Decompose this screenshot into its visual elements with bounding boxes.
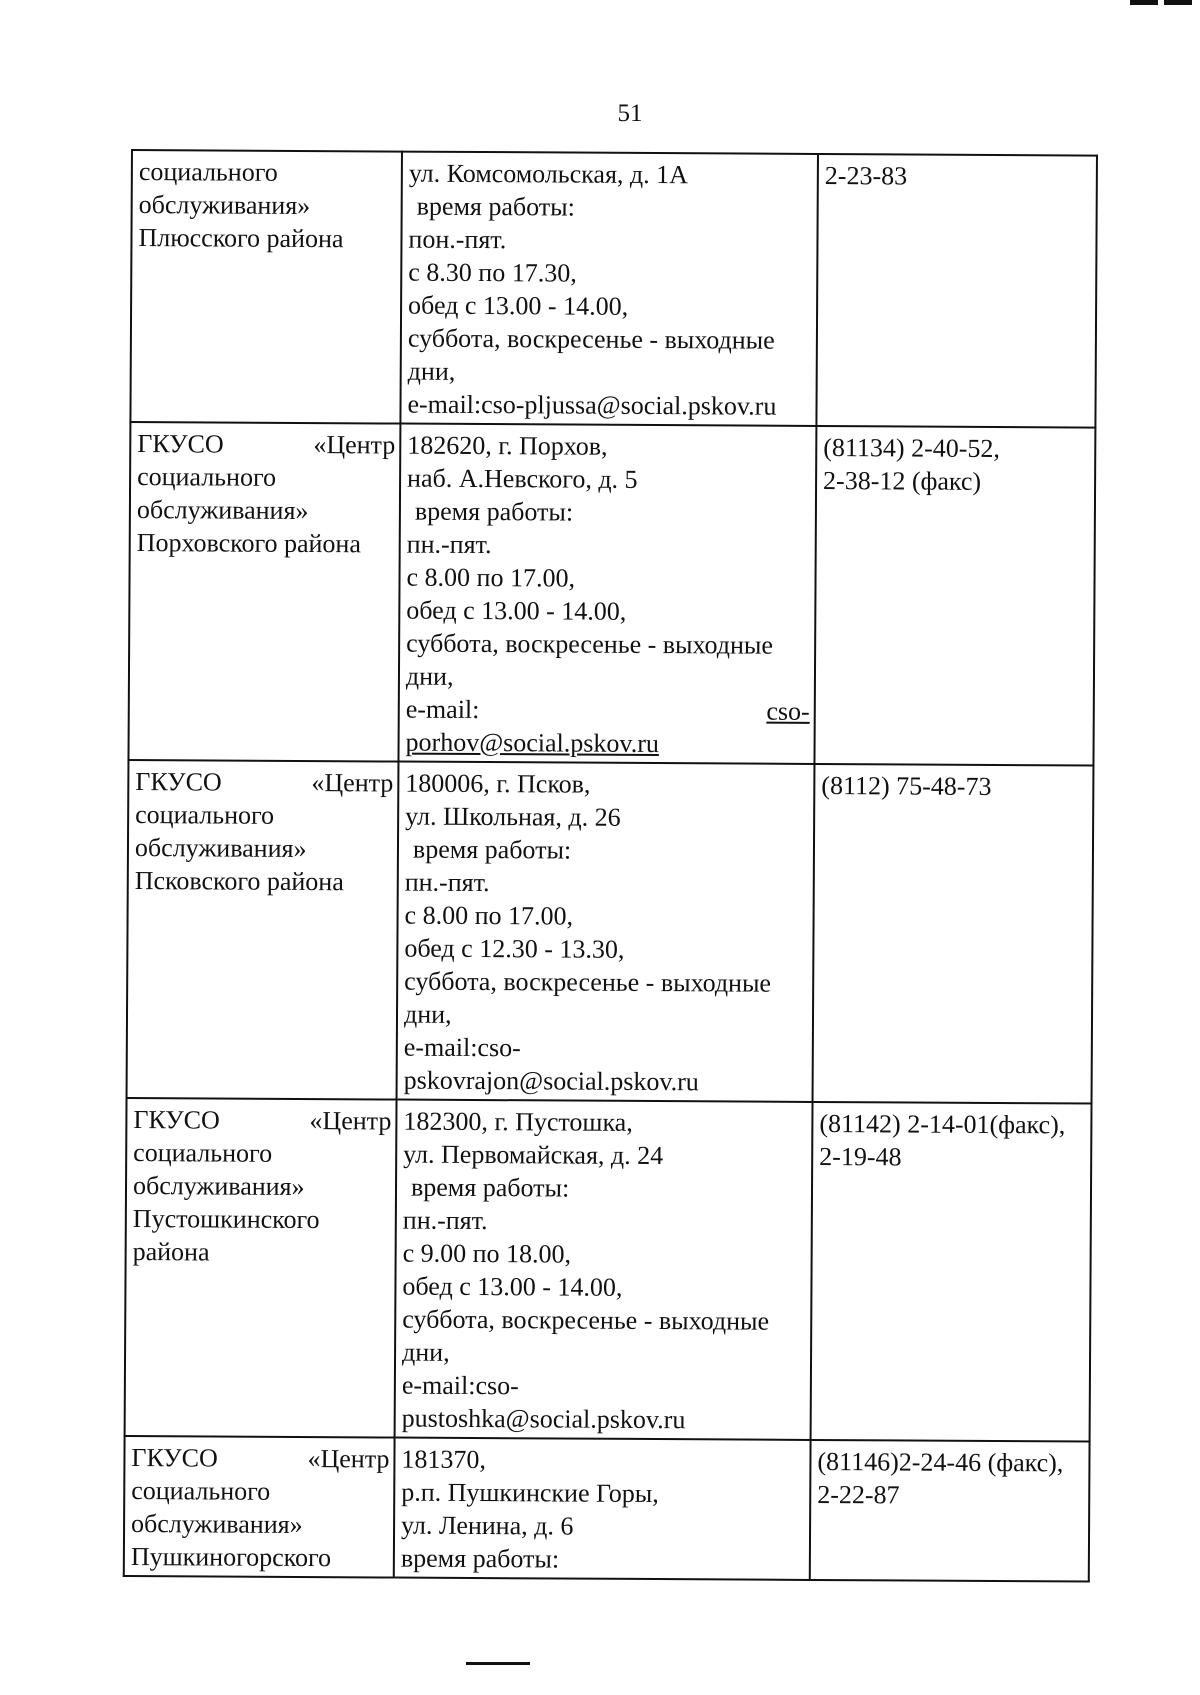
- org-line: социального: [133, 1138, 273, 1168]
- org-line: Псковского района: [134, 866, 344, 897]
- phone-cell: [814, 426, 1095, 766]
- address-line: дни,: [403, 999, 452, 1029]
- address-line: дни,: [401, 1337, 450, 1367]
- email-link-part[interactable]: porhov@social.pskov.ru: [405, 727, 660, 759]
- phone-line: 2-23-83: [824, 160, 908, 191]
- org-abbr: ГКУСО: [137, 429, 224, 459]
- address-line: обед с 13.00 - 14.00,: [408, 290, 629, 321]
- contacts-table: [123, 149, 1098, 1583]
- phone-cell: [810, 1440, 1090, 1582]
- org-first-line: [137, 427, 395, 461]
- address-line: ул. Ленина, д. 6: [400, 1510, 574, 1541]
- address-line: ул. Комсомольская, д. 1А: [408, 158, 689, 190]
- org-line: района: [132, 1237, 210, 1267]
- org-line: социального: [135, 800, 275, 830]
- email-line: [406, 693, 810, 728]
- org-center-word: «Центр: [309, 1106, 392, 1136]
- address-line: пон.-пят.: [408, 224, 507, 255]
- org-line: социального: [137, 462, 277, 492]
- email-line: pskovrajon@social.pskov.ru: [403, 1065, 699, 1097]
- org-line: Порховского района: [136, 528, 362, 559]
- phone-line: (81146)2-24-46 (факс),: [817, 1446, 1064, 1478]
- org-line: обслуживания»: [138, 190, 311, 221]
- phone-line: 2-22-87: [817, 1479, 900, 1510]
- org-cell: [130, 150, 402, 424]
- org-line: Пушкиногорского: [130, 1542, 332, 1573]
- org-cell: [125, 1098, 397, 1438]
- phone-cell: [813, 764, 1094, 1104]
- org-line: обслуживания»: [132, 1171, 305, 1202]
- phone-line: (81134) 2-40-52,: [823, 432, 1001, 464]
- table-row: [127, 760, 1094, 1104]
- address-line: с 9.00 по 18.00,: [402, 1238, 572, 1269]
- org-line: Пустошкинского: [132, 1204, 320, 1235]
- email-line: pustoshka@social.pskov.ru: [401, 1403, 686, 1435]
- address-cell: [395, 1100, 813, 1440]
- email-link-part[interactable]: cso-: [766, 696, 810, 726]
- table-row: [130, 150, 1097, 428]
- address-line: обед с 12.30 - 13.30,: [404, 933, 625, 964]
- address-line: время работы:: [410, 1172, 570, 1203]
- address-line: время работы:: [414, 496, 574, 527]
- email-line: e-mail:cso-pljussa@social.pskov.ru: [407, 389, 777, 421]
- address-line: наб. А.Невского, д. 5: [407, 463, 638, 494]
- phone-line: 2-38-12 (факс): [823, 465, 982, 496]
- address-line: ул. Первомайская, д. 24: [403, 1139, 664, 1171]
- org-cell: [124, 1436, 395, 1578]
- footer-rule: [466, 1662, 530, 1665]
- org-cell: [127, 760, 399, 1100]
- address-cell: [398, 424, 816, 764]
- address-cell: [394, 1438, 811, 1580]
- page-number: 51: [617, 100, 643, 127]
- email-line: e-mail:cso-: [403, 1032, 521, 1063]
- table-row: [125, 1098, 1092, 1442]
- address-line: время работы:: [416, 191, 575, 222]
- org-abbr: ГКУСО: [135, 767, 222, 797]
- address-line: с 8.00 по 17.00,: [404, 900, 574, 931]
- org-line: обслуживания»: [136, 495, 309, 526]
- address-line: с 8.30 по 17.30,: [408, 257, 577, 288]
- org-line: обслуживания»: [130, 1509, 303, 1540]
- address-line: ул. Школьная, д. 26: [405, 801, 621, 832]
- table-row: [128, 422, 1095, 766]
- org-first-line: [131, 1441, 389, 1475]
- address-line: суббота, воскресенье - выходные: [407, 323, 775, 355]
- address-line: 181370,: [401, 1444, 487, 1475]
- address-line: время работы:: [400, 1543, 560, 1574]
- phone-line: (8112) 75-48-73: [821, 770, 992, 801]
- address-line: суббота, воскресенье - выходные: [402, 1304, 770, 1336]
- address-line: суббота, воскресенье - выходные: [404, 966, 772, 998]
- org-center-word: «Центр: [311, 768, 394, 798]
- phone-line: (81142) 2-14-01(факс),: [819, 1108, 1066, 1140]
- address-line: дни,: [407, 356, 456, 386]
- address-line: 182300, г. Пустошка,: [403, 1106, 633, 1137]
- table-row: [124, 1436, 1090, 1582]
- org-line: социального: [131, 1476, 271, 1506]
- org-abbr: ГКУСО: [131, 1443, 218, 1473]
- phone-cell: [811, 1102, 1092, 1442]
- address-line: пн.-пят.: [404, 867, 490, 898]
- address-line: суббота, воскресенье - выходные: [406, 628, 774, 660]
- address-line: пн.-пят.: [406, 529, 492, 560]
- org-center-word: «Центр: [313, 430, 396, 460]
- address-line: 180006, г. Псков,: [405, 768, 591, 799]
- phone-line: 2-19-48: [819, 1141, 902, 1172]
- address-line: 182620, г. Порхов,: [407, 430, 608, 461]
- org-center-word: «Центр: [307, 1444, 390, 1474]
- address-line: время работы:: [412, 834, 572, 865]
- org-cell: [128, 422, 400, 762]
- org-first-line: [135, 765, 393, 799]
- address-line: с 8.00 по 17.00,: [406, 562, 576, 593]
- address-line: обед с 13.00 - 14.00,: [402, 1271, 623, 1302]
- address-line: обед с 13.00 - 14.00,: [406, 595, 627, 626]
- address-line: дни,: [405, 661, 454, 691]
- org-line: обслуживания»: [134, 833, 307, 864]
- email-line: e-mail:cso-: [401, 1370, 519, 1401]
- org-line: Плюсского района: [138, 223, 344, 254]
- phone-cell: [816, 154, 1097, 428]
- email-label: e-mail:: [405, 694, 480, 725]
- address-line: пн.-пят.: [402, 1205, 488, 1236]
- org-abbr: ГКУСО: [133, 1105, 220, 1135]
- address-line: р.п. Пушкинские Горы,: [401, 1477, 659, 1509]
- address-cell: [397, 762, 815, 1102]
- address-cell: [400, 152, 818, 426]
- org-line: социального: [138, 157, 278, 187]
- corner-scan-mark: [1130, 0, 1192, 8]
- org-first-line: [133, 1103, 391, 1137]
